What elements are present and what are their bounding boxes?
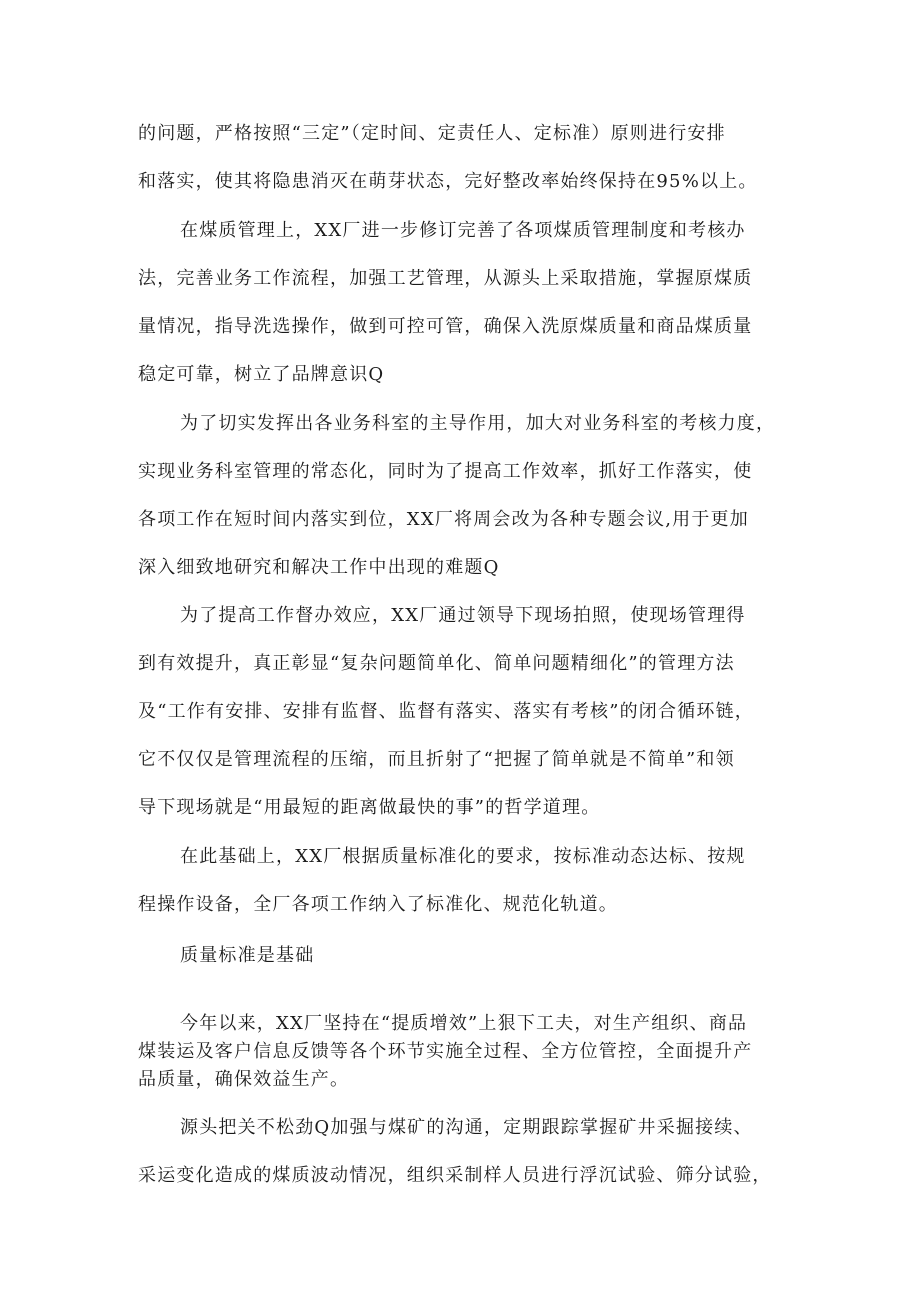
paragraph-line: 和落实，使其将隐患消灭在萌芽状态，完好整改率始终保持在95%以上。 [138,171,758,192]
paragraph-line: 采运变化造成的煤质波动情况，组织采制样人员进行浮沉试验、筛分试验， [138,1165,772,1186]
paragraph-line: 法，完善业务工作流程，加强工艺管理，从源头上采取措施，掌握原煤质 [138,268,753,289]
paragraph-line: 煤装运及客户信息反馈等各个环节实施全过程、全方位管控，全面提升产 [138,1041,753,1062]
paragraph-3 [138,400,798,592]
paragraph-line: 量情况，指导洗选操作，做到可控可管，确保入洗原煤质量和商品煤质量 [138,316,753,337]
paragraph-line: 各项工作在短时间内落实到位，XX厂将周会改为各种专题会议,用于更加 [138,509,749,530]
paragraph-line: 到有效提升，真正彰显“复杂问题简单化、简单问题精细化”的管理方法 [138,653,735,674]
paragraph-line: 为了提高工作督办效应，XX厂通过领导下现场拍照，使现场管理得 [180,605,746,626]
paragraph-line: 今年以来，XX厂坚持在“提质增效”上狠下工夫，对生产组织、商品 [180,1013,748,1034]
paragraph-line: 实现业务科室管理的常态化，同时为了提高工作效率，抓好工作落实，使 [138,461,753,482]
paragraph-line: 导下现场就是“用最短的距离做最快的事”的哲学道理。 [138,797,601,818]
paragraph-4 [138,592,798,832]
section-heading-text: 质量标准是基础 [180,945,315,966]
paragraph-line: 源头把关不松劲Q加强与煤矿的沟通，定期跟踪掌握矿井采掘接续、 [180,1117,753,1138]
paragraph-6 [138,1010,798,1094]
paragraph-line: 程操作设备，全厂各项工作纳入了标准化、规范化轨道。 [138,894,618,915]
section-heading [138,932,798,980]
paragraph-line: 为了切实发挥出各业务科室的主导作用，加大对业务科室的考核力度， [180,413,776,434]
paragraph-1 [138,110,798,206]
paragraph-line: 深入细致地研究和解决工作中出现的难题Q [138,557,500,578]
paragraph-line: 在此基础上，XX厂根据质量标准化的要求，按标准动态达标、按规 [180,846,746,867]
paragraph-7 [138,1104,798,1200]
paragraph-line: 它不仅仅是管理流程的压缩，而且折射了“把握了简单就是不简单”和领 [138,749,735,770]
paragraph-2 [138,207,798,399]
paragraph-line: 品质量，确保效益生产。 [138,1069,350,1090]
paragraph-line: 在煤质管理上，XX厂进一步修订完善了各项煤质管理制度和考核办 [180,220,746,241]
paragraph-line: 的问题，严格按照“三定”（定时间、定责任人、定标准）原则进行安排 [138,123,726,144]
paragraph-line: 及“工作有安排、安排有监督、监督有落实、落实有考核”的闭合循环链， [138,701,755,722]
paragraph-line: 稳定可靠，树立了品牌意识Q [138,364,385,385]
paragraph-5 [138,833,798,929]
